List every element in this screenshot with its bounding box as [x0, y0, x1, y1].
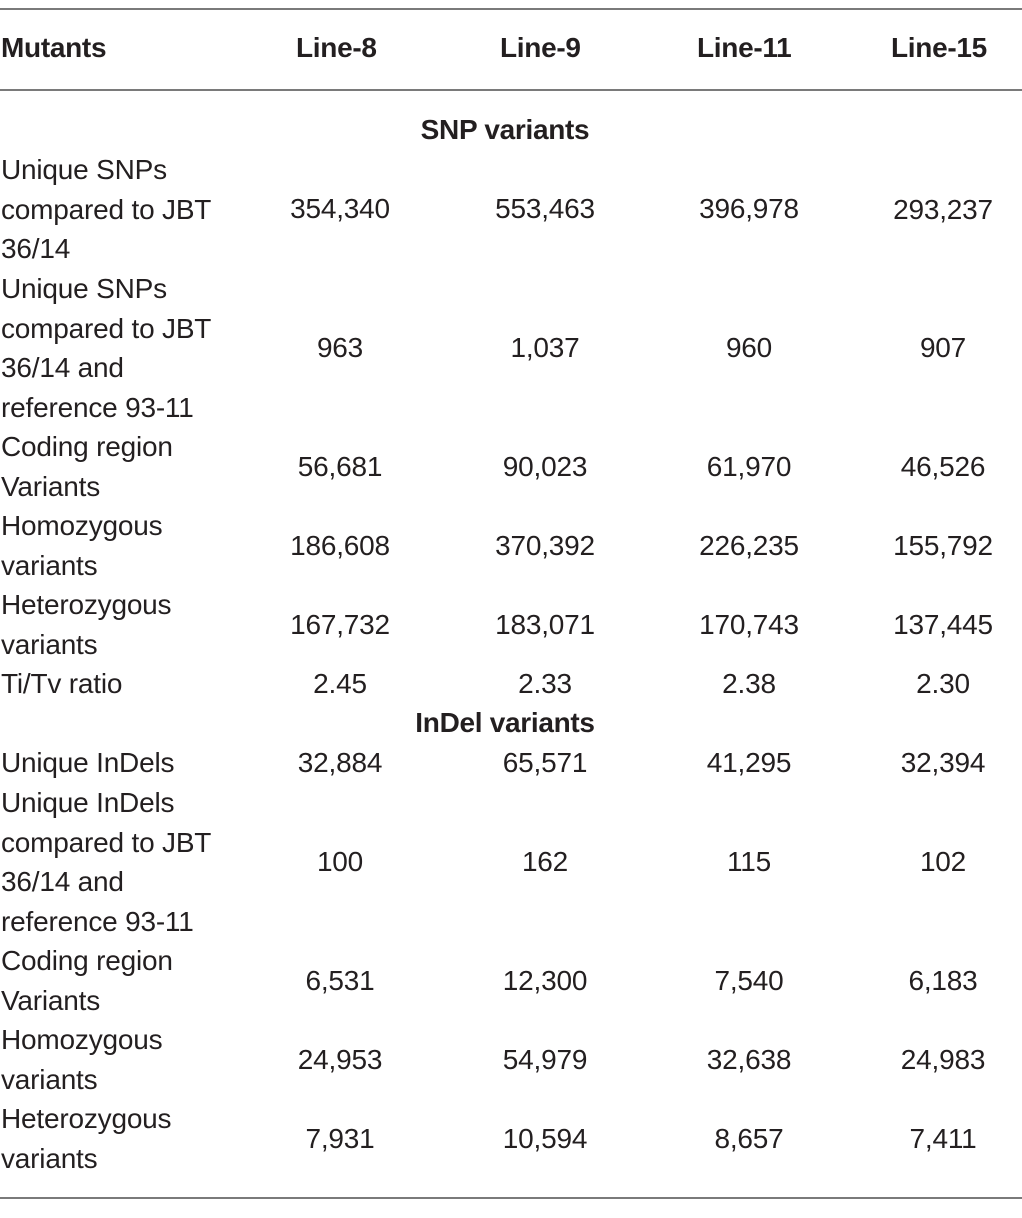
row-label-line: Variants	[1, 984, 101, 1016]
row-label-line: reference 93-11	[1, 391, 194, 423]
table-cell: 155,792	[893, 529, 993, 561]
table-cell: 24,983	[900, 1043, 986, 1075]
table-cell: 32,884	[297, 746, 383, 778]
table-cell: 553,463	[495, 193, 595, 225]
row-label-line: 36/14 and	[1, 866, 124, 898]
row-label-line: Variants	[1, 470, 101, 502]
row-label-line: Coding region	[1, 431, 173, 462]
table-cell: 61,970	[706, 450, 792, 482]
table-cell: 32,394	[900, 746, 986, 778]
table-cell: 100	[316, 846, 364, 878]
table-cell: 12,300	[502, 964, 588, 996]
row-label-line: compared to JBT	[1, 193, 212, 225]
row-label-line: Ti/Tv ratio	[1, 668, 123, 699]
table-cell: 56,681	[297, 450, 383, 482]
row-label	[1, 269, 211, 427]
table-cell: 2.38	[722, 667, 776, 699]
table-cell: 396,978	[699, 193, 799, 225]
table-cell: 137,445	[893, 608, 993, 640]
table-cell: 32,638	[706, 1043, 792, 1075]
header-line-9: Line-9	[500, 32, 581, 63]
table-cell: 354,340	[290, 193, 390, 225]
row-label	[1, 427, 173, 506]
table-cell: 10,594	[502, 1122, 588, 1154]
table-cell: 167,732	[290, 608, 390, 640]
row-label	[1, 941, 173, 1020]
row-label-line: Homozygous	[1, 510, 163, 541]
table-cell: 1,037	[510, 332, 580, 364]
table-cell: 7,931	[305, 1122, 375, 1154]
row-label-line: 36/14 and	[1, 352, 124, 384]
row-label-line: Unique SNPs	[1, 273, 167, 304]
table-cell: 7,540	[714, 964, 784, 996]
table-cell: 65,571	[502, 746, 588, 778]
table-cell: 41,295	[706, 746, 792, 778]
row-label-line: compared to JBT	[1, 826, 212, 858]
row-label-line: Unique SNPs	[1, 154, 167, 185]
header-line-8: Line-8	[296, 32, 377, 63]
table-cell: 6,531	[305, 964, 375, 996]
table-cell: 24,953	[297, 1043, 383, 1075]
row-label-line: Heterozygous	[1, 589, 172, 620]
table-cell: 293,237	[893, 194, 993, 225]
row-label-line: variants	[1, 1063, 98, 1095]
table-top-rule	[0, 8, 1022, 10]
row-label	[1, 664, 122, 704]
section-title: InDel variants	[415, 707, 595, 738]
table-cell: 186,608	[290, 529, 390, 561]
header-line-11: Line-11	[697, 32, 792, 63]
row-label-line: Unique InDels	[1, 747, 175, 778]
row-label	[1, 150, 211, 269]
table-cell: 90,023	[502, 450, 588, 482]
table-cell: 7,411	[909, 1122, 977, 1154]
row-label-line: variants	[1, 1142, 98, 1174]
row-label-line: Homozygous	[1, 1024, 163, 1055]
row-label	[1, 585, 171, 664]
row-label-line: reference 93-11	[1, 905, 194, 937]
table-cell: 115	[726, 846, 772, 878]
table-cell: 907	[919, 332, 967, 364]
row-label	[1, 743, 174, 783]
header-mutants: Mutants	[1, 32, 107, 63]
row-label-line: variants	[1, 628, 98, 660]
row-label-line: compared to JBT	[1, 312, 212, 344]
table-bottom-rule	[0, 1197, 1022, 1199]
table-cell: 162	[521, 846, 569, 878]
table-cell: 963	[316, 332, 364, 364]
header-line-15: Line-15	[891, 32, 987, 63]
table-cell: 54,979	[502, 1043, 588, 1075]
section-title: SNP variants	[420, 114, 590, 145]
table-cell: 2.45	[313, 667, 367, 699]
table-cell: 6,183	[908, 964, 978, 996]
row-label-line: 36/14	[1, 233, 71, 265]
table-cell: 2.33	[518, 667, 572, 699]
table-cell: 46,526	[900, 450, 986, 482]
table-cell: 370,392	[495, 529, 595, 561]
table-cell: 170,743	[699, 608, 799, 640]
table-cell: 183,071	[495, 608, 595, 640]
row-label	[1, 1099, 171, 1178]
table-cell: 102	[919, 846, 967, 878]
table-cell: 2.30	[916, 667, 970, 699]
row-label	[1, 1020, 162, 1099]
row-label-line: Heterozygous	[1, 1103, 172, 1134]
row-label-line: Coding region	[1, 945, 173, 976]
table-cell: 8,657	[714, 1122, 784, 1154]
table-cell: 226,235	[699, 529, 799, 561]
row-label	[1, 506, 162, 585]
table-header-rule	[0, 89, 1022, 91]
table-cell: 960	[725, 332, 773, 364]
row-label-line: Unique InDels	[1, 787, 175, 818]
row-label	[1, 783, 211, 941]
row-label-line: variants	[1, 549, 98, 581]
